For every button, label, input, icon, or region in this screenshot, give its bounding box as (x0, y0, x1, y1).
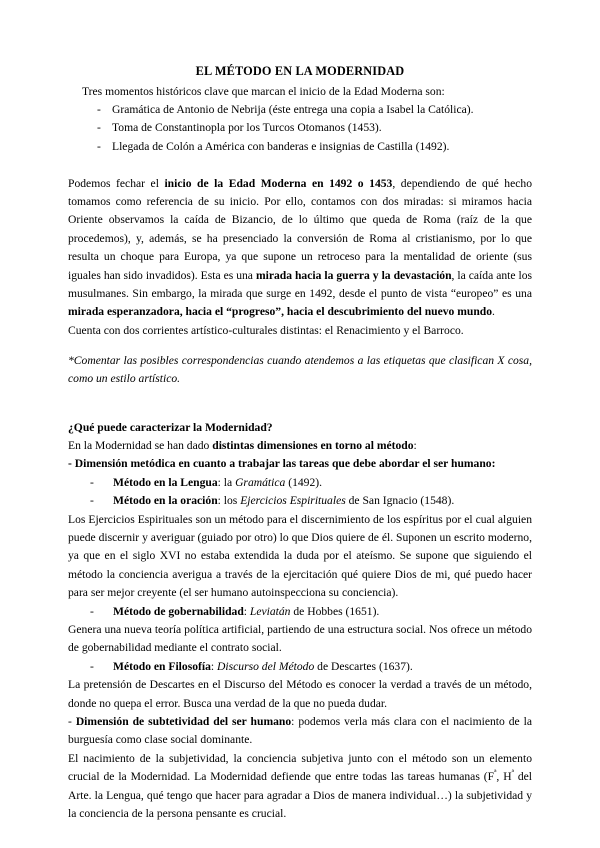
bold-run-metodo-filosofia: Método en Filosofía (113, 659, 211, 673)
italic-run-ejercicios-espirituales: Ejercicios Espirituales (240, 494, 346, 508)
paragraph-gobernabilidad: Genera una nueva teoría política artificial, partiendo de una estructura social. Nos ofrece un método de gobernabilidad mediante el contrato social. (68, 623, 532, 655)
bold-run-mirada-esperanzadora: mirada esperanzadora, hacia el “progreso”, hacia el descubrimiento del nuevo mundo (68, 305, 493, 319)
metodo-filosofia-list (68, 658, 532, 676)
bold-run-inicio-edad-moderna: inicio de la Edad Moderna en 1492 o 1453 (164, 176, 393, 190)
italic-run-leviatan: Leviatán (249, 604, 291, 618)
text-run: de San Ignacio (1548). (345, 494, 455, 508)
text-run: , dependiendo de qué hecho tomamos como referencia de su inicio. Por ello, contamos con dos miradas: si miramos hacia Oriente observamos la caída de Bizancio, de lo último que queda de Roma (raíz de la que procedemos), y, además, se ha presenciado la conversión de Roma al cristianismo, por lo que resulta un choque para Europa, ya que supone un retroceso para la mentalidad de oriente (sus iguales han sido invadidos). Esta es una (68, 176, 532, 282)
list-item-label: Gramática de Antonio de Nebrija (éste entrega una copia a Isabel la Católica). (112, 102, 474, 116)
list-item (68, 138, 532, 156)
paragraph-descartes: La pretensión de Descartes en el Discurso del Método es conocer la verdad a través de un método, donde no quepa el error. Busca una verdad de la que no pueda dudar. (68, 678, 532, 710)
bullet-marker: - (90, 494, 94, 508)
text-run: : (243, 604, 250, 618)
text-run: : (210, 659, 218, 673)
bold-run-metodo-lengua: Método en la Lengua (113, 475, 218, 489)
text-run: (1492). (285, 475, 323, 489)
italic-run-discurso-del-metodo: Discurso del Método (217, 659, 315, 673)
text-run: : los (217, 494, 241, 508)
intro-bullet-list (68, 101, 532, 156)
bullet-marker: - (90, 604, 94, 618)
text-run: , la caída ante los musulmanes. Sin embargo, la mirada que surge en 1492, desde el punto de vista “europeo” es una (68, 268, 533, 300)
heading-question-modernidad: ¿Qué puede caracterizar la Modernidad? (68, 420, 273, 434)
text-run: de Descartes (1637). (314, 659, 413, 673)
text-run: - (68, 715, 76, 729)
list-item (68, 492, 532, 510)
text-run: del Arte. la Lengua, qué tengo que hacer para agradar a Dios de manera individual…) la subjetividad y la conciencia de la persona pensante es crucial. (68, 770, 532, 821)
bold-run-metodo-gobernabilidad: Método de gobernabilidad (113, 604, 244, 618)
bullet-marker: - (97, 121, 101, 135)
bold-run-distintas-dimensiones: distintas dimensiones en torno al método (212, 438, 414, 452)
text-run: : la (217, 475, 236, 489)
text-run: . (492, 305, 495, 319)
list-item-label: Toma de Constantinopla por los Turcos Otomanos (1453). (112, 121, 382, 135)
list-item (68, 474, 532, 492)
paragraph-final-subjetividad (68, 750, 532, 824)
paragraph-ejercicios-espirituales: Los Ejercicios Espirituales son un método para el discernimiento de los espíritus por el cual alguien puede discernir y averiguar (guiado por otro) lo que Dios quiere de él. Suponen un escrito moderno, ya que en el siglo XVI no estaba extendida la duda por el ateísmo. Se supone que siguiendo el método la conciencia averigua a través de la ejercitación qué quiere Dios de mi, qué puedo hacer para ser mejor creyente (el ser humano autoinspecciona su conciencia). (68, 512, 532, 600)
page-title: EL MÉTODO EN LA MODERNIDAD (195, 64, 405, 78)
list-item-label: Llegada de Colón a América con banderas e insignias de Castilla (1492). (112, 139, 450, 153)
paragraph-spacer (68, 400, 532, 418)
paragraph-spacer (68, 156, 532, 174)
bold-run-mirada-guerra: mirada hacia la guerra y la devastación (255, 268, 452, 282)
superscript-ordinal-h: ª (511, 768, 514, 778)
list-item (68, 658, 532, 676)
intro-lead-paragraph: Tres momentos históricos clave que marcan el inicio de la Edad Moderna son: (82, 84, 445, 98)
superscript-ordinal-f: ª (494, 768, 497, 778)
text-run: , H (496, 770, 512, 784)
list-item (68, 603, 532, 621)
paragraph-dimensiones (68, 437, 532, 455)
paragraph-dimension-subtetividad (68, 713, 532, 750)
list-item (68, 101, 532, 119)
italic-run-gramatica: Gramática (235, 475, 286, 489)
text-run: de Hobbes (1651). (290, 604, 380, 618)
text-run: Podemos fechar el (68, 176, 165, 190)
bullet-marker: - (97, 139, 101, 153)
bullet-marker: - (97, 102, 101, 116)
text-run: En la Modernidad se han dado (68, 438, 213, 452)
paragraph-corrientes: Cuenta con dos corrientes artístico-culturales distintas: el Renacimiento y el Barroco. (68, 323, 464, 337)
metodo-lengua-list (68, 474, 532, 511)
heading-dimension-metodica: - Dimensión metódica en cuanto a trabajar las tareas que debe abordar el ser humano: (68, 457, 496, 471)
bullet-marker: - (90, 659, 94, 673)
bold-run-dimension-subtetividad: Dimensión de subtetividad del ser humano (75, 715, 292, 729)
bullet-marker: - (90, 475, 94, 489)
metodo-gobernabilidad-list (68, 603, 532, 621)
paragraph-fechar-edad-moderna (68, 175, 532, 322)
list-item (68, 119, 532, 137)
text-run: El nacimiento de la subjetividad, la conciencia subjetiva junto con el método son un elemento crucial de la Modernidad. La Modernidad defiende que entre todas las tareas humanas (F (68, 751, 532, 784)
text-run: : podemos verla más clara con el nacimiento de la burguesía como clase social dominante. (68, 715, 533, 747)
text-run: : (413, 438, 417, 452)
bold-run-metodo-oracion: Método en la oración (113, 494, 218, 508)
paragraph-comentar-italic: *Comentar las posibles correspondencias cuando atendemos a las etiquetas que clasifican X cosa, como un estilo artístico. (68, 353, 532, 386)
